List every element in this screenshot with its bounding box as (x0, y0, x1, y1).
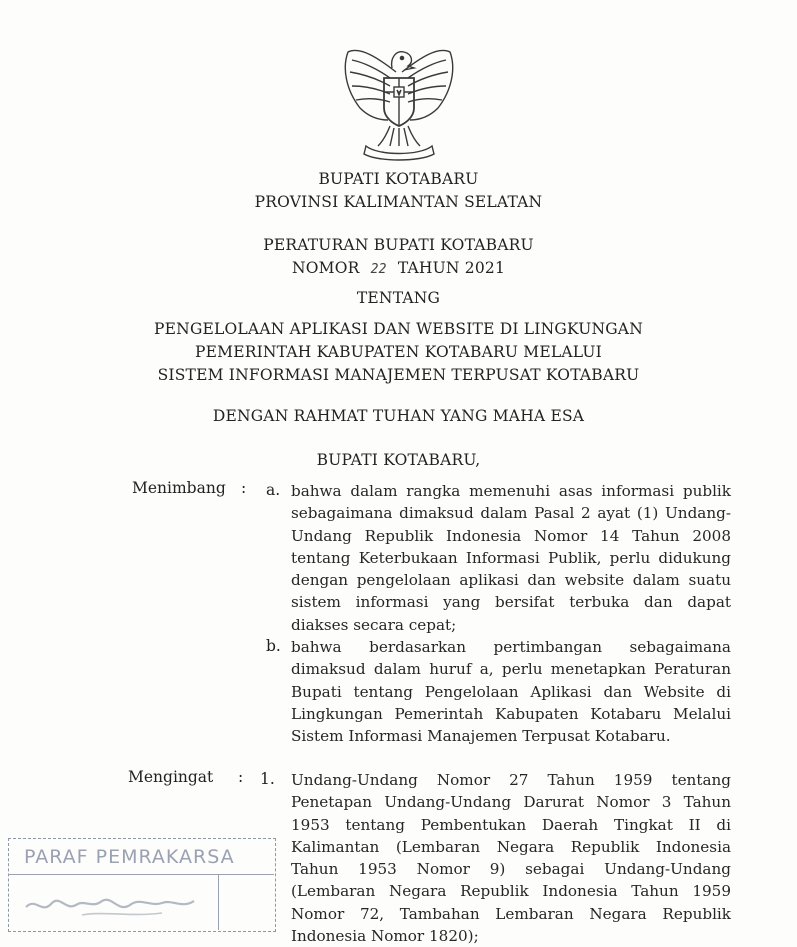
subject-line-1: PENGELOLAAN APLIKASI DAN WEBSITE DI LINGKUNGAN (154, 320, 643, 338)
garuda-emblem-icon (338, 38, 460, 162)
regulation-number-line (0, 259, 797, 277)
signature-icon (22, 885, 202, 925)
menimbang-item-b-marker: b. (266, 637, 281, 655)
regulation-title: PERATURAN BUPATI KOTABARU (263, 236, 534, 254)
menimbang-item-a-text: bahwa dalam rangka memenuhi asas informasi publik sebagaimana dimaksud dalam Pasal 2 ayat (1) Undang-Undang Republik Indonesia Nomor 14 Tahun 2008 tentang Keterbukaan Informasi Publik, perlu didukung dengan pengelolaan aplikasi dan website dalam suatu sistem informasi yang bersifat terbuka dan dapat diakses secara cepat; (291, 482, 731, 634)
number-prefix: NOMOR (291, 259, 360, 277)
mengingat-colon: : (238, 768, 244, 786)
subject-line-2: PEMERINTAH KABUPATEN KOTABARU MELALUI (194, 343, 602, 361)
header-line-1: BUPATI KOTABARU (318, 170, 479, 188)
mengingat-item-1-marker: 1. (260, 770, 275, 788)
mengingat-item-1-text: Undang-Undang Nomor 27 Tahun 1959 tentang Penetapan Undang-Undang Darurat Nomor 3 Tahun 1953 tentang Pembentukan Daerah Tingkat II di Kalimantan (Lembaran Negara Republik Indonesia Tahun 1953 Nomor 9) sebagai Undang-Undang (Lembaran Negara Republik Indonesia Tahun 1959 Nomor 72, Tambahan Lembaran Negara Republik Indonesia Nomor 1820); (291, 771, 731, 946)
subject-line-3: SISTEM INFORMASI MANAJEMEN TERPUSAT KOTABARU (157, 366, 640, 384)
issuer: BUPATI KOTABARU, (316, 451, 481, 469)
header-line-2: PROVINSI KALIMANTAN SELATAN (254, 193, 543, 211)
menimbang-item-a-marker: a. (266, 481, 281, 499)
mengingat-label: Mengingat (128, 768, 214, 786)
number-suffix: TAHUN 2021 (397, 259, 506, 277)
menimbang-item-b-text: bahwa berdasarkan pertimbangan sebagaimana dimaksud dalam huruf a, perlu menetapkan Peraturan Bupati tentang Pengelolaan Aplikasi dan Website di Lingkungan Pemerintah Kabupaten Kotabaru Melalui Sistem Informasi Manajemen Terpusat Kotabaru. (291, 638, 731, 746)
about-heading: TENTANG (356, 289, 441, 307)
blessing: DENGAN RAHMAT TUHAN YANG MAHA ESA (212, 407, 585, 425)
menimbang-colon: : (241, 479, 247, 497)
paraf-stamp-title: PARAF PEMRAKARSA (24, 846, 235, 868)
stamp-column-divider (218, 875, 219, 930)
menimbang-label: Menimbang (132, 479, 226, 497)
stamp-divider (8, 874, 274, 875)
handwritten-number: 22 (370, 262, 387, 277)
